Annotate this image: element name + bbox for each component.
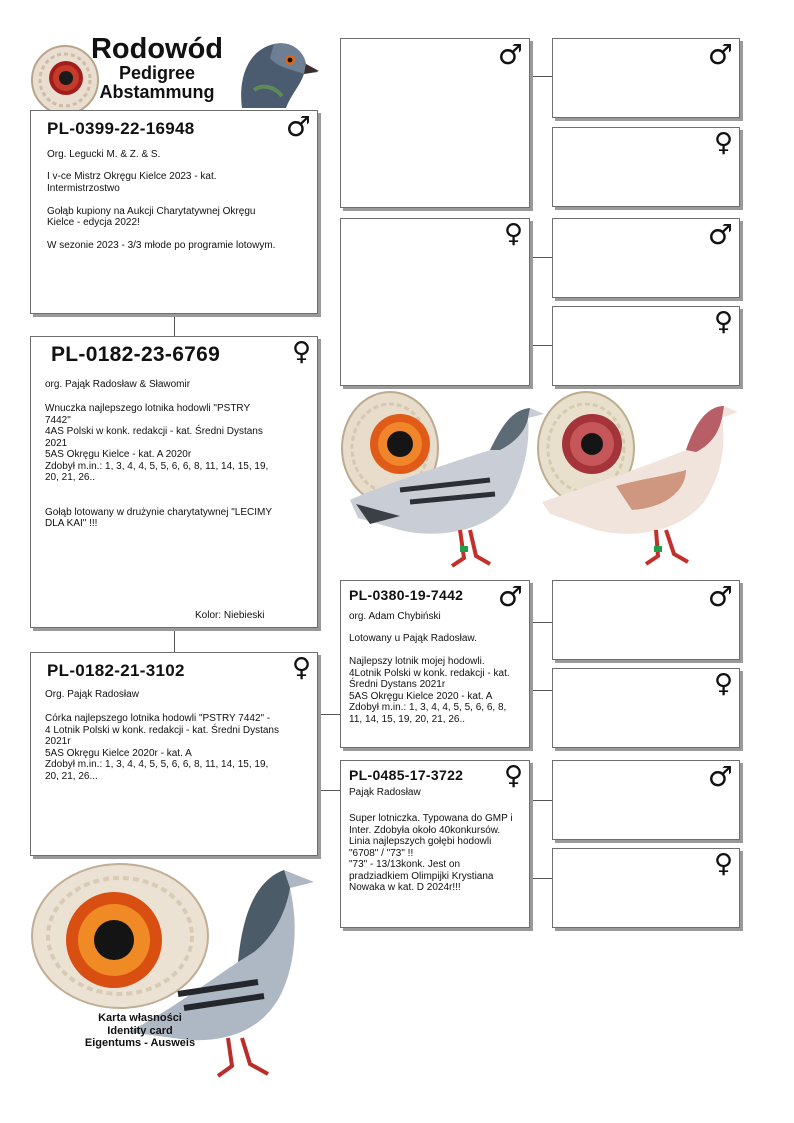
dam-ring: PL-0182-23-6769 (51, 343, 221, 366)
dam-color: Kolor: Niebieski (195, 610, 265, 621)
great-granddam-notes: Super lotniczka. Typowana do GMP i Inter. Zdobyła około 40konkursów. Linia najlepszych gołębi hodowli "6708" / "73" !! "73" - 13/13konk. Jest on pradziadkiem Olimpijki Krystiana Nowaka w kat. D 2024r!!! (349, 813, 513, 893)
connector-line (530, 622, 552, 623)
connector-line (530, 800, 552, 801)
great-granddam-org: Pająk Radosław (349, 787, 421, 798)
male-icon: ♂ (707, 38, 733, 71)
female-icon: ♀ (503, 761, 523, 791)
female-icon: ♀ (713, 849, 733, 879)
connector-line (530, 878, 552, 879)
great-grandparent-card-empty (552, 580, 740, 660)
connector-line (174, 314, 175, 336)
connector-line (318, 790, 340, 791)
male-icon: ♂ (497, 38, 523, 71)
dam-notes: Wnuczka najlepszego lotnika hodowli "PSTRY 7442" 4AS Polski w konk. redakcji - kat. Średni Dystans 2021 5AS Okręgu Kielce - kat. A 2020r Zdobył m.in.: 1, 3, 4, 4, 5, 5, 6, 6, 8, 11, 14, 15, 19, 20, 21, 26.. Gołąb lotowany w drużynie charytatywnej "LECIMY DLA KAI" !!! (45, 403, 272, 529)
dam-org: org. Pająk Radosław & Sławomir (45, 379, 191, 390)
great-grandsire-org: org. Adam Chybiński (349, 611, 441, 622)
main-bird-card (30, 110, 318, 314)
granddam-org: Org. Pająk Radosław (45, 689, 139, 700)
great-grandparent-card-empty (552, 38, 740, 118)
great-granddam-card (340, 760, 530, 928)
pigeon-photo-red (536, 390, 742, 575)
connector-line (530, 257, 552, 258)
great-grandparent-card-empty (552, 218, 740, 298)
connector-line (174, 628, 175, 652)
main-bird-notes: I v-ce Mistrz Okręgu Kielce 2023 - kat. Intermistrzostwo Gołąb kupiony na Aukcji Charytatywnej Okręgu Kielce - edycja 2022! W sezonie 2023 - 3/3 młode po programie lotowym. (47, 171, 276, 251)
male-icon: ♂ (707, 580, 733, 613)
caption-line-de: Eigentums - Ausweis (84, 1037, 196, 1049)
sire-card-empty (340, 38, 530, 208)
caption-line-pl: Karta własności (98, 1012, 182, 1024)
dam-card (30, 336, 318, 628)
connector-line (530, 345, 552, 346)
great-grandsire-ring: PL-0380-19-7442 (349, 587, 464, 603)
great-grandparent-card-empty (552, 668, 740, 748)
female-icon: ♀ (503, 219, 523, 249)
header-title-block (72, 34, 242, 102)
female-icon: ♀ (713, 307, 733, 337)
female-icon: ♀ (291, 337, 311, 367)
male-icon: ♂ (497, 580, 523, 613)
granddam-card (30, 652, 318, 856)
connector-line (530, 690, 552, 691)
great-grandparent-card-empty (552, 127, 740, 207)
title-rodowod: Rodowód (90, 33, 224, 65)
great-grandsire-card (340, 580, 530, 748)
connector-line (530, 76, 552, 77)
title-abstammung: Abstammung (99, 82, 215, 102)
great-grandparent-card-empty (552, 760, 740, 840)
main-bird-org: Org. Legucki M. & Z. & S. (47, 149, 161, 160)
great-grandparent-card-empty (552, 848, 740, 928)
identity-card-caption (60, 1012, 220, 1050)
caption-line-en: Identity card (107, 1024, 173, 1037)
male-icon: ♂ (707, 218, 733, 251)
male-icon: ♂ (285, 110, 311, 143)
great-grandsire-notes: Lotowany u Pająk Radosław. Najlepszy lotnik mojej hodowli. 4Lotnik Polski w konk. redakcji - kat. Średni Dystans 2021r 5AS Okręgu Kielce 2020 - kat. A Zdobył m.in.: 1, 3, 4, 4, 5, 5, 6, 6, 8, 11, 14, 15, 19, 20, 21, 26.. (349, 633, 510, 725)
pigeon-photo-blue (340, 390, 550, 575)
connector-line (318, 714, 340, 715)
female-icon: ♀ (713, 669, 733, 699)
female-icon: ♀ (291, 653, 311, 683)
granddam-notes: Córka najlepszego lotnika hodowli "PSTRY 7442" - 4 Lotnik Polski w konk. redakcji - kat. Średni Dystans 2021r 5AS Okręgu Kielce 2020r - kat. A Zdobył m.in.: 1, 3, 4, 4, 5, 5, 6, 6, 8, 11, 14, 15, 19, 20, 21, 26... (45, 713, 279, 782)
pigeon-head-illustration (234, 38, 320, 108)
great-grandparent-card-empty (552, 306, 740, 386)
dam-card-empty (340, 218, 530, 386)
female-icon: ♀ (713, 128, 733, 158)
title-pedigree: Pedigree (118, 63, 196, 83)
main-bird-ring: PL-0399-22-16948 (47, 119, 195, 138)
male-icon: ♂ (707, 760, 733, 793)
granddam-ring: PL-0182-21-3102 (47, 661, 185, 680)
great-granddam-ring: PL-0485-17-3722 (349, 767, 464, 783)
